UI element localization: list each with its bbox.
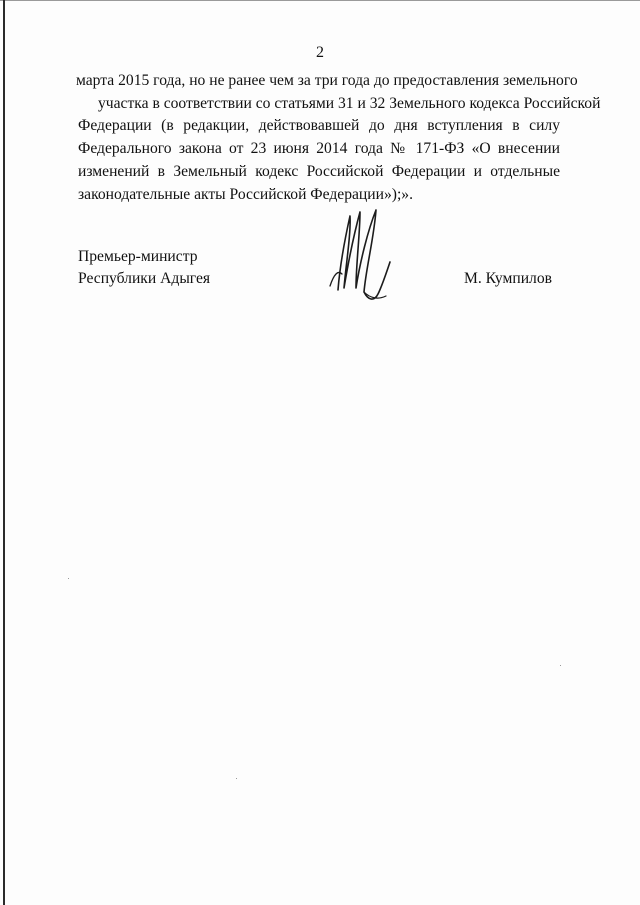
scan-speck [68, 578, 69, 579]
paragraph-line: законодательные акты Российской Федерации»);». [78, 185, 413, 203]
signer-name: М. Кумпилов [464, 270, 552, 287]
page-number: 2 [316, 44, 324, 61]
paragraph-line: марта 2015 года, но не ранее чем за три года до предоставления земельного [76, 72, 578, 89]
paragraph-line: Федерального закона от 23 июня 2014 года № 171-ФЗ «О внесении [78, 140, 560, 158]
paragraph-line: участка в соответствии со статьями 31 и 32 Земельного кодекса Российской [98, 94, 601, 112]
signatory-title [78, 246, 210, 290]
paragraph-line: Федерации (в редакции, действовавшей до дня вступления в силу [78, 117, 560, 135]
signatory-title-line: Республики Адыгея [78, 270, 211, 287]
scan-edge-top [0, 0, 640, 1]
scan-edge-left [3, 0, 5, 905]
handwritten-signature [320, 204, 396, 308]
paragraph-line: изменений в Земельный кодекс Российской Федерации и отдельные [78, 162, 560, 180]
signatory-title-line: Премьер-министр [78, 248, 198, 265]
paragraph [76, 70, 601, 206]
scan-speck [560, 665, 561, 666]
scan-speck [236, 778, 237, 779]
